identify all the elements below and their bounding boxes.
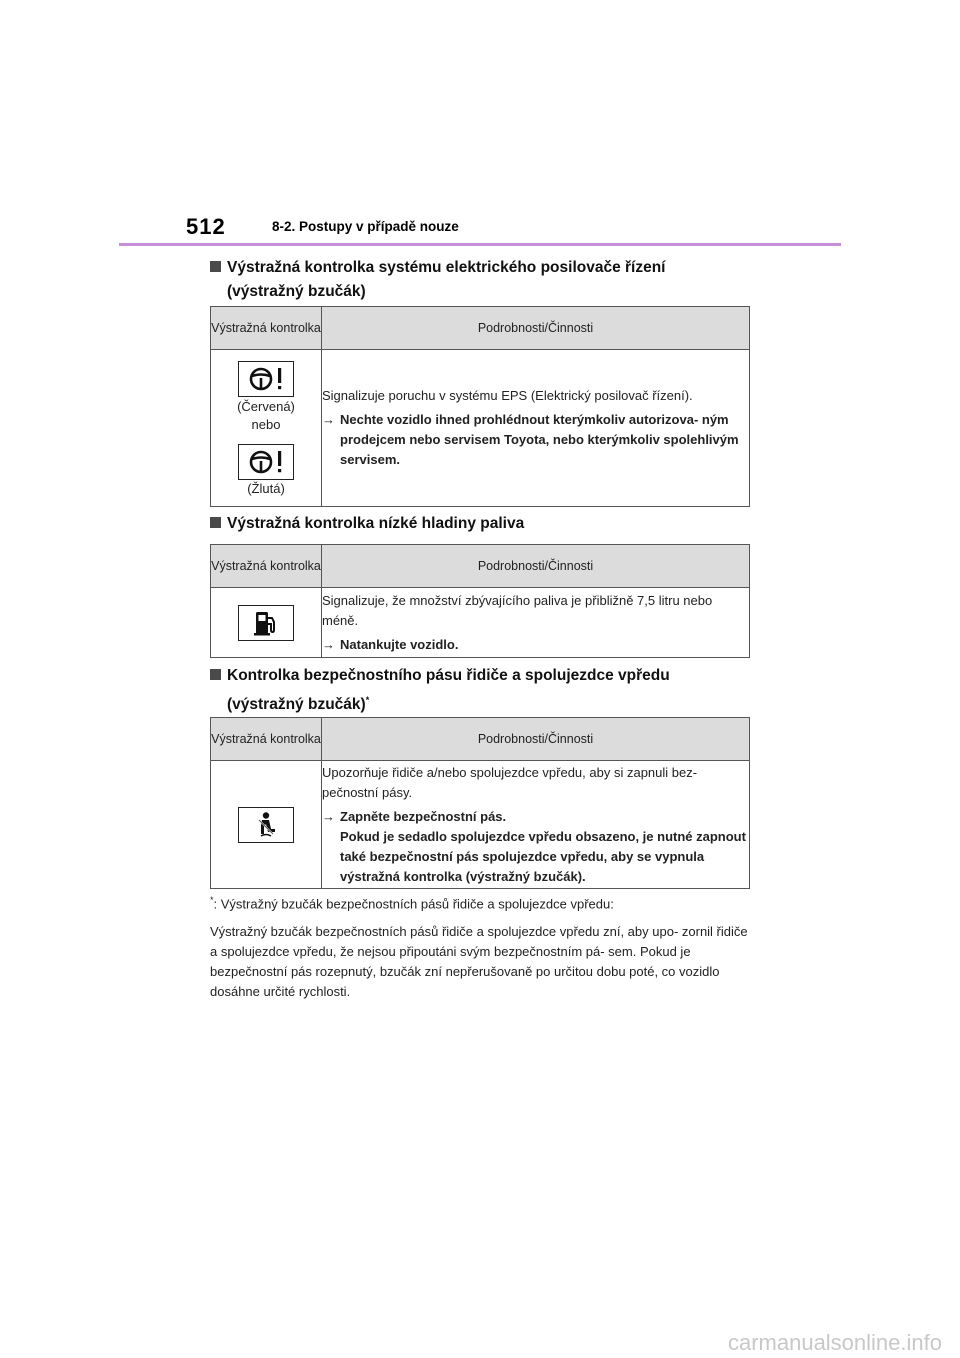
arrow-right-icon: → [322,412,335,427]
action-item [322,807,749,887]
action-text: Zapněte bezpečnostní pás. [340,808,507,824]
heading-eps-warning [210,256,770,304]
square-bullet-icon [210,261,221,272]
footnote-text: : Výstražný bzučák bezpečnostních pásů řidiče a spolujezdce vpředu: [213,896,614,912]
action-item [322,410,749,470]
col-header-details: Podrobnosti/Činnosti [322,718,750,761]
details-cell [322,761,750,889]
detail-text: Upozorňuje řidiče a/nebo spolujezdce vpředu, aby si zapnuli bez- pečnostní pásy. [322,764,698,800]
heading-text-cont [210,688,770,717]
detail-text: Signalizuje poruchu v systému EPS (Elektrický posilovač řízení). [322,388,693,403]
heading-text-cont: (výstražný bzučák) [227,283,366,300]
indicator-color-yellow: (Žlutá) [247,480,285,496]
steering-warning-icon [238,361,294,397]
action-text-detail: Pokud je sedadlo spolujezdce vpředu obsazeno, je nutné zapnout také bezpečnostní pás spolujezdce vpředu, aby se vypnula výstražná kontrolka (výstražný bzučák). [340,828,746,884]
indicator-cell [211,588,322,658]
details-cell [322,588,750,658]
action-item [322,635,749,655]
heading-text-line2: (výstražný bzučák) [227,696,366,714]
footnote-marker: * [365,695,370,705]
col-header-indicator: Výstražná kontrolka [211,545,322,588]
heading-text: Kontrolka bezpečnostního pásu řidiče a spolujezdce vpředu [227,667,670,684]
col-header-indicator: Výstražná kontrolka [211,307,322,350]
steering-warning-icon [238,444,294,480]
seatbelt-warning-table [210,717,750,889]
footnote-marker: * [210,895,214,905]
header-divider [119,243,841,246]
indicator-cell [211,350,322,507]
fuel-pump-icon [238,605,294,641]
col-header-details: Podrobnosti/Činnosti [322,545,750,588]
heading-text: Výstražná kontrolka nízké hladiny paliva [227,515,525,532]
col-header-details: Podrobnosti/Činnosti [322,307,750,350]
arrow-right-icon: → [322,808,335,824]
watermark: carmanualsonline.info [727,1330,942,1355]
eps-warning-table [210,306,750,507]
detail-text: Signalizuje, že množství zbývajícího paliva je přibližně 7,5 litru nebo méně. [322,592,713,628]
details-cell [322,350,750,507]
heading-fuel-warning [210,512,770,536]
section-title: 8-2. Postupy v případě nouze [272,219,459,234]
indicator-cell [211,761,322,889]
action-text: Nechte vozidlo ihned prohlédnout kterýmkoliv autorizova- ným prodejcem nebo servisem Toyota, nebo kterýmkoliv spolehlivým servisem. [340,412,739,467]
square-bullet-icon [210,517,221,528]
page-number: 512 [186,214,226,239]
indicator-color-red: (Červená) [237,398,295,414]
heading-text: Výstražná kontrolka systému elektrického posilovače řízení [227,259,666,276]
footnote [210,895,750,911]
fuel-warning-table [210,544,750,658]
heading-seatbelt-warning [210,664,770,717]
seatbelt-reminder-icon [238,807,294,843]
square-bullet-icon [210,669,221,680]
action-text: Natankujte vozidlo. [340,636,459,652]
col-header-indicator: Výstražná kontrolka [211,718,322,761]
body-paragraph: Výstražný bzučák bezpečnostních pásů řidiče a spolujezdce vpředu zní, aby upo- zornil řidiče a spolujezdce vpředu, že nejsou připoutáni svým bezpečnostním pá- sem. Pokud je bezpečnostní pás rozepnutý, bzučák zní nepřerušovaně po určitou dobu poté, co vozidlo dosáhne určité rychlosti. [210,924,748,999]
indicator-or: nebo [251,416,281,432]
arrow-right-icon: → [322,636,335,652]
